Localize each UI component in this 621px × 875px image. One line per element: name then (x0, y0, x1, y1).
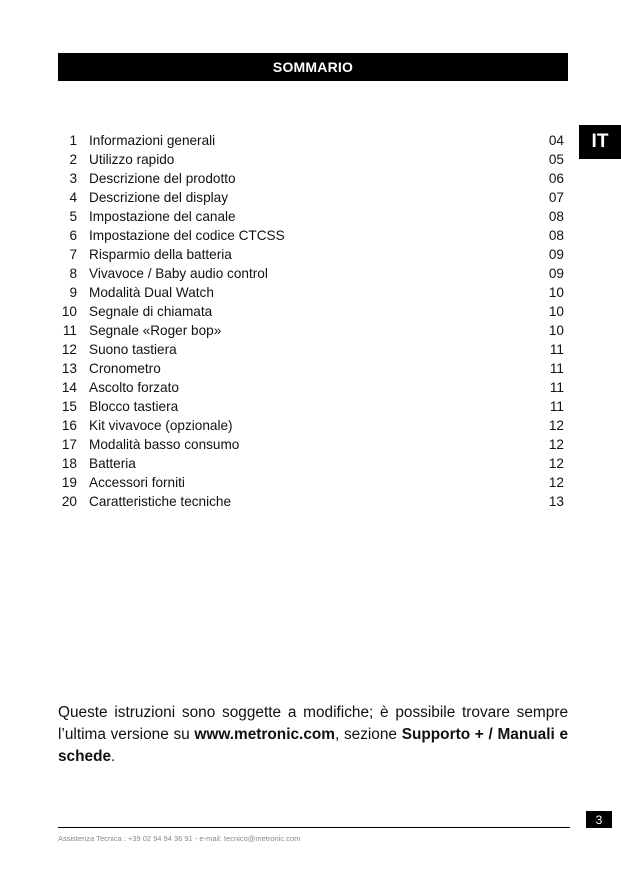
toc-entry-number: 14 (61, 380, 77, 395)
website-link[interactable]: www.metronic.com (194, 726, 335, 743)
toc-entry-number: 13 (61, 361, 77, 376)
toc-entry-page: 11 (549, 380, 564, 395)
toc-entry-page: 08 (548, 209, 564, 224)
note-text: Queste istruzioni sono soggette a modifiche; è possibile trovare sempre l’ultima versione su (58, 704, 568, 743)
toc-entry-number: 12 (61, 342, 77, 357)
toc-entry-number: 7 (69, 247, 77, 262)
toc-entry-page: 12 (548, 475, 564, 490)
toc-entry-number: 2 (69, 152, 77, 167)
toc-entry-page: 09 (548, 266, 564, 281)
footer-divider (58, 827, 570, 828)
note-text: . (111, 748, 116, 765)
toc-entry (58, 131, 564, 150)
toc-entry-number: 5 (69, 209, 77, 224)
toc-entry (58, 492, 564, 511)
toc-entry-page: 10 (548, 285, 564, 300)
toc-entry-label: Segnale «Roger bop» (89, 323, 222, 338)
toc-entry-label: Suono tastiera (89, 342, 177, 357)
toc-entry-label: Risparmio della batteria (89, 247, 232, 262)
toc-entry-number: 18 (61, 456, 77, 471)
toc-entry-page: 12 (548, 437, 564, 452)
toc-entry (58, 302, 564, 321)
toc-entry (58, 416, 564, 435)
toc-entry-page: 12 (548, 418, 564, 433)
toc-entry (58, 150, 564, 169)
toc-entry-page: 11 (549, 361, 564, 376)
toc-entry-number: 6 (69, 228, 77, 243)
toc-entry-page: 13 (548, 494, 564, 509)
toc-entry-number: 1 (69, 133, 77, 148)
toc-entry-label: Accessori forniti (89, 475, 185, 490)
toc-entry-label: Caratteristiche tecniche (89, 494, 232, 509)
update-note (58, 702, 568, 768)
toc-entry-number: 8 (69, 266, 77, 281)
toc-entry-page: 05 (548, 152, 564, 167)
toc-entry (58, 378, 564, 397)
toc-entry-number: 9 (69, 285, 77, 300)
toc-entry-label: Modalità basso consumo (89, 437, 240, 452)
toc-entry-label: Impostazione del canale (89, 209, 236, 224)
manual-section: Supporto + / Manuali e schede (58, 726, 568, 765)
footer-contact: Assistenza Tecnica : +39 02 94 94 36 91 - e-mail: tecnico@metronic.com (58, 834, 301, 843)
toc-entry (58, 207, 564, 226)
toc-entry (58, 397, 564, 416)
toc-entry-page: 08 (548, 228, 564, 243)
toc-entry (58, 169, 564, 188)
toc-entry-label: Informazioni generali (89, 133, 216, 148)
toc-entry (58, 188, 564, 207)
toc-entry (58, 283, 564, 302)
toc-entry-number: 15 (61, 399, 77, 414)
toc-entry (58, 340, 564, 359)
toc-entry-page: 11 (549, 342, 564, 357)
table-of-contents (58, 131, 564, 511)
toc-entry-number: 17 (61, 437, 77, 452)
toc-entry-page: 07 (548, 190, 564, 205)
toc-entry-number: 16 (61, 418, 77, 433)
toc-entry-label: Cronometro (89, 361, 161, 376)
toc-entry-label: Utilizzo rapido (89, 152, 175, 167)
toc-entry-number: 10 (61, 304, 77, 319)
toc-entry-label: Vivavoce / Baby audio control (89, 266, 268, 281)
toc-entry-number: 20 (61, 494, 77, 509)
toc-entry-number: 3 (69, 171, 77, 186)
toc-entry-label: Blocco tastiera (89, 399, 179, 414)
toc-entry-page: 10 (548, 304, 564, 319)
toc-entry-page: 04 (548, 133, 564, 148)
toc-entry (58, 226, 564, 245)
page-title: SOMMARIO (58, 53, 568, 81)
note-text: , sezione (334, 726, 402, 743)
toc-entry (58, 245, 564, 264)
toc-entry-label: Descrizione del display (89, 190, 229, 205)
toc-entry-label: Modalità Dual Watch (89, 285, 214, 300)
toc-entry (58, 454, 564, 473)
toc-entry-page: 10 (548, 323, 564, 338)
toc-entry (58, 435, 564, 454)
toc-entry-number: 11 (62, 323, 77, 338)
toc-entry-label: Kit vivavoce (opzionale) (89, 418, 233, 433)
toc-entry-label: Batteria (89, 456, 136, 471)
toc-entry (58, 473, 564, 492)
toc-entry-number: 19 (61, 475, 77, 490)
toc-entry-label: Ascolto forzato (89, 380, 179, 395)
toc-entry-label: Impostazione del codice CTCSS (89, 228, 285, 243)
toc-entry (58, 264, 564, 283)
toc-entry-page: 09 (548, 247, 564, 262)
toc-entry-page: 12 (548, 456, 564, 471)
toc-entry-number: 4 (69, 190, 77, 205)
toc-entry (58, 321, 564, 340)
toc-entry (58, 359, 564, 378)
toc-entry-page: 11 (549, 399, 564, 414)
toc-entry-label: Segnale di chiamata (89, 304, 213, 319)
toc-entry-page: 06 (548, 171, 564, 186)
page-number: 3 (586, 811, 612, 828)
toc-entry-label: Descrizione del prodotto (89, 171, 236, 186)
language-tab: IT (579, 125, 621, 159)
